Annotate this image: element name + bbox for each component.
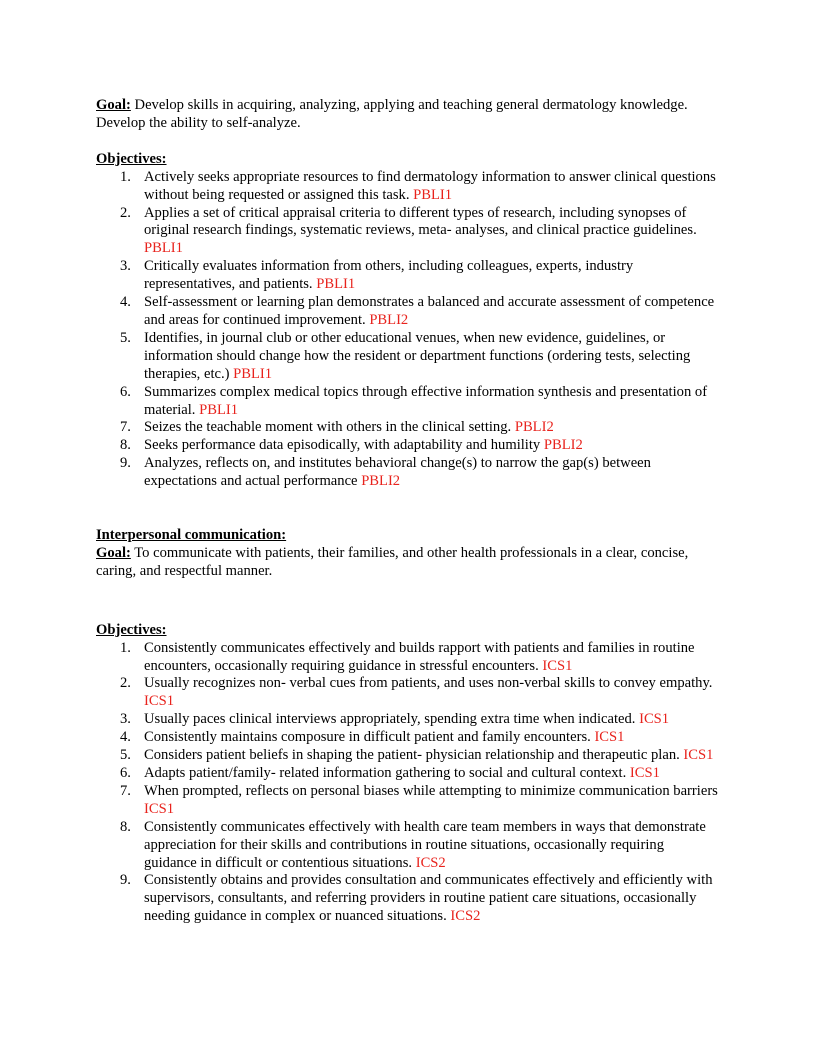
objective-item [96,205,720,259]
objective-number: 5. [120,747,131,764]
objective-text: Consistently maintains composure in difficult patient and family encounters. [144,729,595,746]
spacer [96,581,720,622]
objective-item [96,711,720,729]
competency-code: ICS1 [683,747,714,764]
objectives-heading-communication: Objectives: [96,621,167,638]
objective-item [96,819,720,873]
objective-text: Usually recognizes non- verbal cues from patients, and uses non-verbal skills to convey empathy. [144,675,713,692]
objective-number: 7. [120,782,131,799]
objective-text: Consistently communicates effectively and builds rapport with patients and families in routine encounters, occasionally requiring guidance in stressful encounters. [144,639,695,674]
objective-text: Self-assessment or learning plan demonstrates a balanced and accurate assessment of competence and areas for continued improvement. [144,294,715,328]
objectives-list [96,169,720,491]
objective-number: 3. [120,711,131,728]
competency-code: ICS1 [542,657,573,674]
objective-text: Actively seeks appropriate resources to find dermatology information to answer clinical questions without being requested or assigned this task. [144,168,716,203]
objective-number: 3. [120,258,131,275]
goal-label: Goal: [96,97,131,113]
objective-number: 1. [120,168,131,185]
objective-number: 1. [120,639,131,656]
objective-text: Critically evaluates information from others, including colleagues, experts, industry representatives, and patients. [144,258,634,293]
objective-number: 2. [120,204,131,221]
section-heading-interpersonal-communication: Interpersonal communication: [96,527,287,544]
competency-code: ICS1 [629,765,660,781]
competency-code: PBLI2 [543,437,583,454]
objective-item [96,675,720,711]
competency-code: ICS1 [639,711,670,728]
objective-item [96,258,720,294]
objective-number: 9. [120,872,131,889]
objective-text: Applies a set of critical appraisal criteria to different types of research, including synopses of original research findings, systematic reviews, meta- analyses, and clinical practice guidelines. [144,204,697,239]
objectives-list-communication [96,640,720,927]
spacer [96,491,720,527]
competency-code: PBLI1 [316,276,356,293]
objective-text: Considers patient beliefs in shaping the patient- physician relationship and therapeutic plan. [144,747,684,764]
objective-number: 7. [120,419,131,436]
goal-label: Goal: [96,544,131,561]
objective-number: 5. [120,329,131,346]
objective-number: 6. [120,383,131,400]
competency-code: ICS2 [450,908,481,925]
competency-code: PBLI2 [369,311,409,328]
competency-code: PBLI1 [413,186,453,203]
competency-code: PBLI1 [144,240,183,257]
spacer [96,133,720,151]
competency-code: ICS1 [144,693,175,710]
objective-text: Analyzes, reflects on, and institutes behavioral change(s) to narrow the gap(s) between expectations and actual performance [144,455,651,490]
document-page [96,97,720,926]
objective-item [96,872,720,926]
competency-code: PBLI2 [514,419,554,436]
objective-item [96,294,720,330]
competency-code: PBLI1 [233,365,273,382]
objective-text: Seizes the teachable moment with others in the clinical setting. [144,419,515,436]
objective-item [96,330,720,384]
goal-paragraph-communication [96,545,720,581]
objective-text: Seeks performance data episodically, with adaptability and humility [144,437,544,454]
objective-item [96,765,720,783]
objective-item [96,455,720,491]
objective-text: Adapts patient/family- related information gathering to social and cultural context. [144,765,630,781]
goal-text: To communicate with patients, their families, and other health professionals in a clear, concise, caring, and respectful manner. [96,544,689,579]
objective-item [96,783,720,819]
competency-code: PBLI1 [199,401,239,418]
objective-item [96,169,720,205]
objective-text: Consistently communicates effectively with health care team members in ways that demonstrate appreciation for their skills and contributions in routine situations, occasionally requiring guidance in difficult or contentious situations. [144,818,706,871]
competency-code: ICS1 [144,800,175,817]
competency-code: ICS1 [594,729,625,746]
objectives-heading: Objectives: [96,150,167,167]
competency-code: PBLI2 [361,473,401,490]
objective-item [96,437,720,455]
objective-number: 2. [120,675,131,692]
objective-item [96,747,720,765]
objective-number: 6. [120,765,131,781]
objective-number: 4. [120,729,131,746]
objective-text: Identifies, in journal club or other educational venues, when new evidence, guidelines, or information should change how the resident or department functions (ordering tests, selecting therapies, etc.) [144,329,691,382]
objective-text: Summarizes complex medical topics through effective information synthesis and presentation of material. [144,383,708,418]
objective-number: 8. [120,437,131,454]
competency-code: ICS2 [415,854,446,871]
objective-text: Usually paces clinical interviews appropriately, spending extra time when indicated. [144,711,640,728]
objective-number: 9. [120,455,131,472]
objective-item [96,640,720,676]
objective-text: When prompted, reflects on personal biases while attempting to minimize communication barriers [144,782,718,799]
objective-number: 8. [120,818,131,835]
objective-number: 4. [120,294,131,311]
goal-paragraph [96,97,720,133]
objective-item [96,729,720,747]
objective-item [96,419,720,437]
objective-item [96,384,720,420]
objective-text: Consistently obtains and provides consultation and communicates effectively and efficiently with supervisors, consultants, and referring providers in routine patient care situations, occasionally needing guidance in complex or nuanced situations. [144,872,713,925]
goal-text: Develop skills in acquiring, analyzing, applying and teaching general dermatology knowledge. Develop the ability to self-analyze. [96,97,688,131]
